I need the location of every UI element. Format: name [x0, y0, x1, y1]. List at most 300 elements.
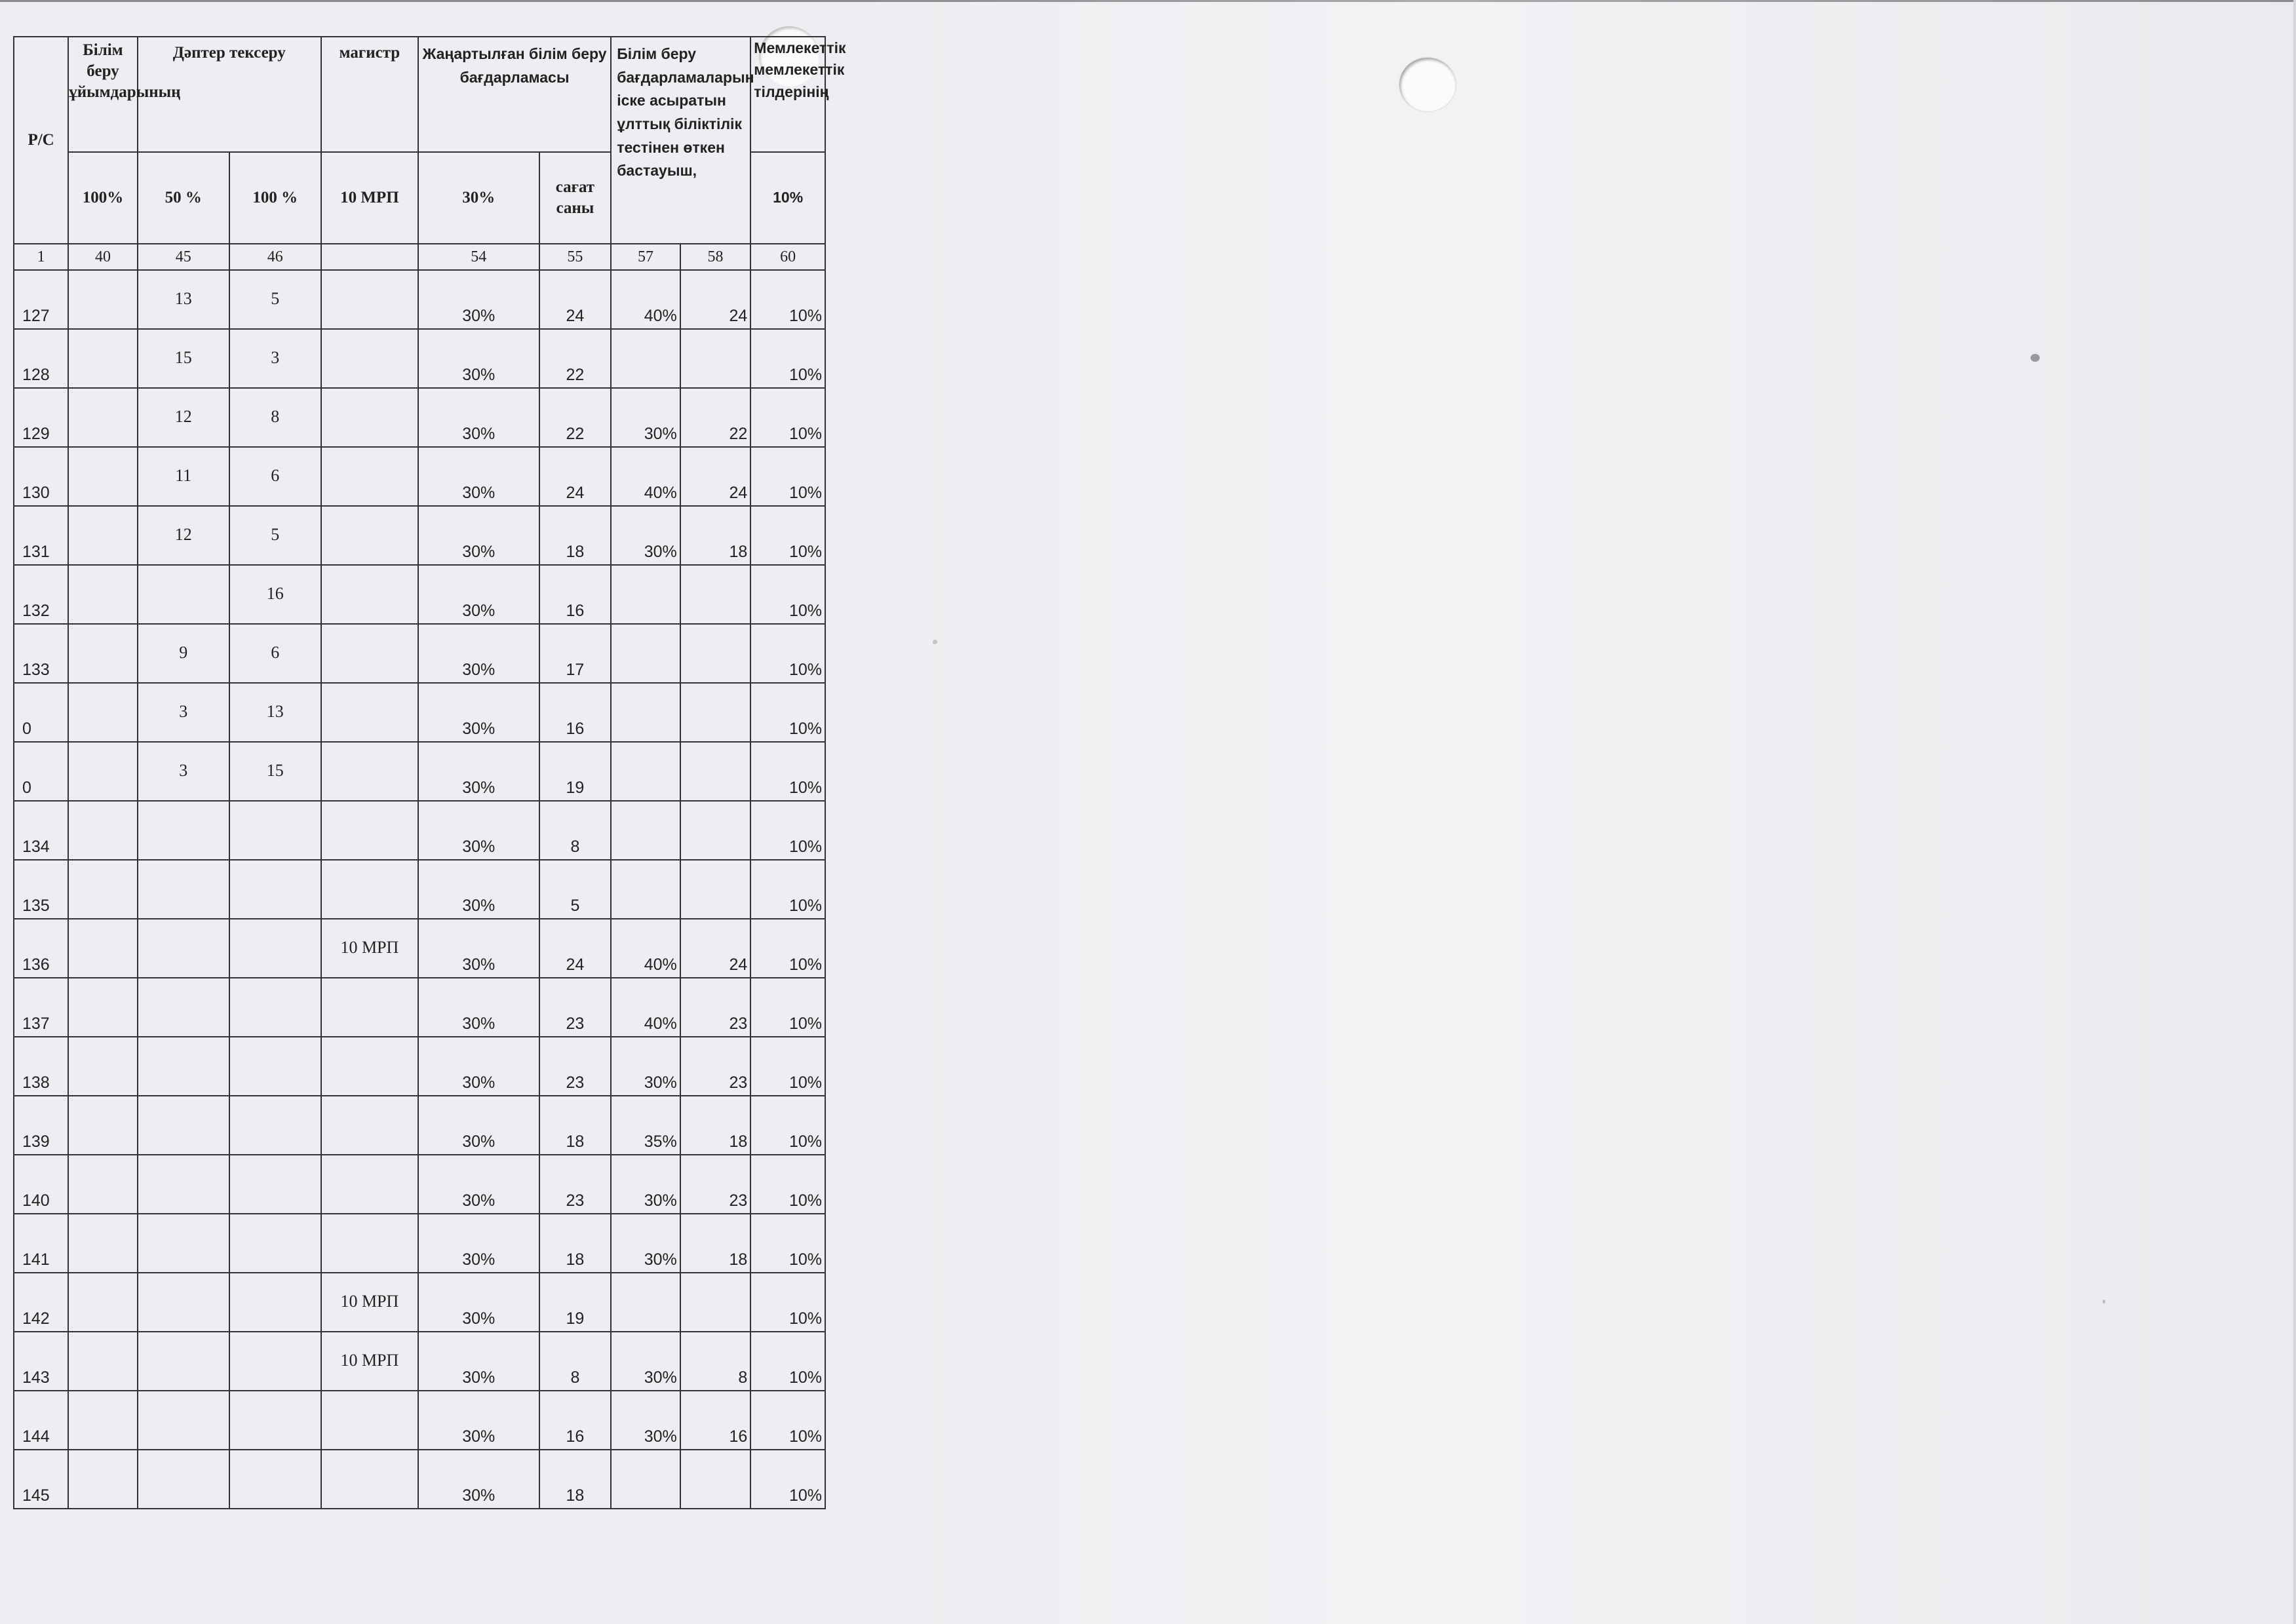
cell-updated-program: [418, 329, 539, 388]
cell-org: [68, 388, 138, 447]
table-row: [14, 978, 825, 1037]
cell-updated-program: [418, 388, 539, 447]
cell-hours-text: 24: [566, 956, 585, 974]
cell-state-language-text: 10%: [788, 543, 822, 561]
cell-state-language: [750, 388, 825, 447]
cell-hours-text: 24: [566, 307, 585, 325]
cell-notebook-100: [229, 329, 321, 388]
cell-state-language: [750, 1214, 825, 1273]
column-number: 46: [229, 244, 321, 270]
cell-master: [321, 1391, 418, 1450]
cell-updated-program: [418, 1214, 539, 1273]
cell-notebook-100: [229, 919, 321, 978]
cell-national-test-hours: [680, 1214, 751, 1273]
cell-state-language: [750, 801, 825, 860]
cell-pc: [14, 801, 68, 860]
cell-notebook-50-text: 11: [175, 466, 192, 485]
cell-national-test-hours: [680, 860, 751, 919]
cell-hours: [539, 329, 612, 388]
subheader-notebook-100-text: 100 %: [252, 189, 298, 206]
subheader-hours-text: сағат саны: [555, 178, 595, 217]
cell-state-language-text: 10%: [788, 425, 822, 443]
cell-notebook-50: [138, 506, 229, 565]
cell-pc: [14, 506, 68, 565]
cell-state-language-text: 10%: [788, 1486, 822, 1505]
cell-hours: [539, 1096, 612, 1155]
column-number: 40: [68, 244, 138, 270]
cell-hours: [539, 624, 612, 683]
cell-national-test: [611, 683, 680, 742]
header-updated-program-text: Жаңартылған білім беру бағдарламасы: [422, 45, 607, 86]
column-number: 58: [680, 244, 751, 270]
cell-pc-text: 127: [22, 307, 50, 325]
cell-notebook-100: [229, 860, 321, 919]
header-org-text: Білім беру ұйымдарының: [69, 41, 181, 101]
cell-org: [68, 1332, 138, 1391]
cell-notebook-100-text: 5: [271, 289, 280, 308]
punch-hole: [1399, 58, 1456, 111]
cell-national-test-hours-text: 24: [729, 307, 748, 325]
subheader-updated-30-text: 30%: [462, 189, 496, 206]
cell-national-test: [611, 1332, 680, 1391]
cell-org: [68, 1214, 138, 1273]
cell-master-text: 10 МРП: [340, 1292, 399, 1311]
cell-notebook-50: [138, 1155, 229, 1214]
cell-national-test-hours: [680, 1155, 751, 1214]
cell-pc: [14, 388, 68, 447]
cell-org: [68, 1450, 138, 1509]
cell-national-test-hours: [680, 1450, 751, 1509]
cell-state-language-text: 10%: [788, 366, 822, 384]
cell-updated-program-text: 30%: [462, 1250, 496, 1269]
cell-pc-text: 138: [22, 1073, 50, 1092]
cell-national-test: [611, 624, 680, 683]
cell-national-test-text: 30%: [644, 543, 677, 561]
table-row: [14, 329, 825, 388]
cell-national-test: [611, 1214, 680, 1273]
cell-national-test-hours: [680, 801, 751, 860]
cell-pc-text: 129: [22, 425, 50, 443]
cell-hours: [539, 1155, 612, 1214]
cell-national-test-text: 30%: [644, 1368, 677, 1387]
cell-org: [68, 270, 138, 329]
cell-pc: [14, 1096, 68, 1155]
cell-org: [68, 919, 138, 978]
subheader-notebook-100: [229, 152, 321, 244]
cell-pc: [14, 683, 68, 742]
cell-updated-program: [418, 447, 539, 506]
cell-master: [321, 919, 418, 978]
cell-pc-text: 136: [22, 956, 50, 974]
cell-hours-text: 18: [566, 543, 585, 561]
cell-state-language: [750, 270, 825, 329]
cell-hours-text: 18: [566, 1486, 585, 1505]
cell-national-test-hours: [680, 270, 751, 329]
cell-hours: [539, 742, 612, 801]
cell-state-language: [750, 683, 825, 742]
cell-hours-text: 17: [566, 661, 585, 679]
cell-updated-program-text: 30%: [462, 897, 496, 915]
cell-updated-program: [418, 1450, 539, 1509]
cell-hours-text: 16: [566, 720, 585, 738]
cell-updated-program: [418, 270, 539, 329]
cell-master: [321, 1037, 418, 1096]
cell-state-language-text: 10%: [788, 661, 822, 679]
cell-pc-text: 131: [22, 543, 50, 561]
cell-notebook-50: [138, 1214, 229, 1273]
header-state-text: Мемлекеттік мемлекеттік тілдерінің: [754, 39, 846, 100]
cell-state-language: [750, 624, 825, 683]
subheader-master: [321, 152, 418, 244]
cell-national-test-text: 30%: [644, 1250, 677, 1269]
table-row: [14, 1214, 825, 1273]
cell-updated-program-text: 30%: [462, 543, 496, 561]
cell-notebook-100: [229, 447, 321, 506]
cell-state-language-text: 10%: [788, 1250, 822, 1269]
cell-state-language-text: 10%: [788, 838, 822, 856]
cell-national-test-hours: [680, 447, 751, 506]
cell-hours: [539, 860, 612, 919]
cell-org: [68, 801, 138, 860]
cell-state-language-text: 10%: [788, 1191, 822, 1210]
cell-pc: [14, 329, 68, 388]
cell-hours: [539, 388, 612, 447]
cell-hours: [539, 683, 612, 742]
table-row: [14, 1155, 825, 1214]
cell-notebook-100: [229, 742, 321, 801]
cell-pc: [14, 1037, 68, 1096]
cell-notebook-100: [229, 624, 321, 683]
column-number: 45: [138, 244, 229, 270]
cell-notebook-50: [138, 1450, 229, 1509]
cell-notebook-100: [229, 1450, 321, 1509]
subheader-state-text: 10%: [773, 189, 804, 206]
cell-state-language-text: 10%: [788, 897, 822, 915]
cell-national-test-hours: [680, 624, 751, 683]
cell-updated-program-text: 30%: [462, 720, 496, 738]
cell-notebook-50-text: 15: [174, 348, 192, 367]
cell-updated-program: [418, 624, 539, 683]
cell-pc-text: 142: [22, 1309, 50, 1328]
cell-national-test-hours-text: 23: [729, 1015, 748, 1033]
cell-hours-text: 19: [566, 779, 585, 797]
cell-updated-program: [418, 801, 539, 860]
table-row: [14, 860, 825, 919]
cell-updated-program: [418, 742, 539, 801]
cell-pc-text: 143: [22, 1368, 50, 1387]
cell-org: [68, 1273, 138, 1332]
cell-master: [321, 1273, 418, 1332]
cell-master: [321, 801, 418, 860]
cell-org: [68, 506, 138, 565]
cell-notebook-100: [229, 565, 321, 624]
cell-state-language-text: 10%: [788, 779, 822, 797]
cell-national-test-hours: [680, 329, 751, 388]
column-number: [321, 244, 418, 270]
cell-national-test: [611, 860, 680, 919]
table-row: [14, 801, 825, 860]
cell-national-test-hours: [680, 565, 751, 624]
header-pc-text: Р/С: [28, 131, 54, 149]
cell-updated-program-text: 30%: [462, 484, 496, 502]
table-row: [14, 1037, 825, 1096]
cell-notebook-100: [229, 1332, 321, 1391]
cell-updated-program: [418, 683, 539, 742]
cell-pc-text: 145: [22, 1486, 50, 1505]
cell-notebook-50: [138, 978, 229, 1037]
cell-master: [321, 1450, 418, 1509]
cell-pc-text: 144: [22, 1427, 50, 1446]
cell-notebook-50: [138, 1037, 229, 1096]
cell-national-test: [611, 1096, 680, 1155]
column-number: 54: [418, 244, 539, 270]
subheader-state: [750, 152, 825, 244]
cell-notebook-100: [229, 506, 321, 565]
header-notebook-text: Дәптер тексеру: [172, 44, 286, 62]
header-pc: [14, 37, 68, 244]
cell-national-test-hours: [680, 1332, 751, 1391]
cell-national-test: [611, 801, 680, 860]
cell-master: [321, 506, 418, 565]
subheader-updated-30: [418, 152, 539, 244]
cell-updated-program-text: 30%: [462, 366, 496, 384]
cell-pc: [14, 978, 68, 1037]
cell-pc-text: 0: [22, 720, 31, 738]
cell-pc-text: 0: [22, 779, 31, 797]
table-row: [14, 919, 825, 978]
scan-speck: [2031, 354, 2040, 362]
cell-national-test-text: 40%: [644, 1015, 677, 1033]
cell-master: [321, 1155, 418, 1214]
table-row: [14, 683, 825, 742]
cell-master: [321, 860, 418, 919]
cell-state-language: [750, 1096, 825, 1155]
cell-state-language-text: 10%: [788, 484, 822, 502]
cell-notebook-100: [229, 683, 321, 742]
subheader-hours: [539, 152, 612, 244]
cell-hours-text: 22: [566, 366, 585, 384]
column-number: 60: [750, 244, 825, 270]
cell-notebook-100-text: 3: [271, 348, 280, 367]
cell-master: [321, 683, 418, 742]
cell-state-language: [750, 860, 825, 919]
cell-hours-text: 23: [566, 1015, 585, 1033]
scan-speck: [2103, 1300, 2105, 1304]
cell-notebook-50: [138, 919, 229, 978]
subheader-master-text: 10 МРП: [340, 189, 399, 206]
cell-notebook-100-text: 15: [266, 761, 284, 780]
cell-state-language: [750, 506, 825, 565]
cell-master: [321, 270, 418, 329]
cell-updated-program-text: 30%: [462, 602, 496, 620]
cell-updated-program-text: 30%: [462, 425, 496, 443]
cell-national-test-hours: [680, 919, 751, 978]
cell-hours-text: 19: [566, 1309, 585, 1328]
cell-national-test: [611, 742, 680, 801]
cell-hours: [539, 1391, 612, 1450]
cell-updated-program: [418, 978, 539, 1037]
cell-notebook-50: [138, 388, 229, 447]
cell-national-test: [611, 270, 680, 329]
cell-org: [68, 683, 138, 742]
cell-notebook-100: [229, 1155, 321, 1214]
cell-national-test-hours-text: 18: [729, 1250, 748, 1269]
cell-hours-text: 8: [570, 1368, 580, 1387]
cell-hours-text: 24: [566, 484, 585, 502]
cell-notebook-100: [229, 801, 321, 860]
header-org: [68, 37, 181, 152]
header-master-text: магистр: [339, 44, 400, 62]
cell-hours: [539, 978, 612, 1037]
cell-notebook-100: [229, 978, 321, 1037]
cell-notebook-50: [138, 565, 229, 624]
column-number: 55: [539, 244, 612, 270]
cell-hours-text: 18: [566, 1132, 585, 1151]
cell-national-test-hours-text: 24: [729, 956, 748, 974]
table-row: [14, 1273, 825, 1332]
cell-updated-program-text: 30%: [462, 1191, 496, 1210]
cell-state-language-text: 10%: [788, 1132, 822, 1151]
cell-master: [321, 1096, 418, 1155]
cell-hours: [539, 1273, 612, 1332]
cell-hours-text: 16: [566, 1427, 585, 1446]
table-row: [14, 742, 825, 801]
cell-notebook-50: [138, 1096, 229, 1155]
cell-notebook-50: [138, 447, 229, 506]
cell-hours-text: 18: [566, 1250, 585, 1269]
cell-national-test-text: 40%: [644, 484, 677, 502]
cell-notebook-50-text: 3: [179, 702, 188, 721]
cell-pc-text: 132: [22, 602, 50, 620]
cell-notebook-100: [229, 388, 321, 447]
cell-national-test-hours: [680, 1391, 751, 1450]
cell-national-test: [611, 1450, 680, 1509]
cell-national-test-hours-text: 22: [729, 425, 748, 443]
cell-pc: [14, 565, 68, 624]
header-row-1: [14, 37, 825, 152]
cell-updated-program: [418, 1273, 539, 1332]
cell-notebook-50-text: 3: [179, 761, 188, 780]
cell-notebook-50-text: 9: [179, 643, 188, 662]
cell-master: [321, 388, 418, 447]
cell-master: [321, 329, 418, 388]
cell-hours-text: 16: [566, 602, 585, 620]
cell-notebook-100: [229, 1273, 321, 1332]
cell-master: [321, 565, 418, 624]
cell-pc: [14, 1450, 68, 1509]
cell-notebook-50: [138, 1273, 229, 1332]
cell-updated-program-text: 30%: [462, 779, 496, 797]
cell-national-test: [611, 1391, 680, 1450]
header-notebook: [138, 37, 321, 152]
table-row: [14, 506, 825, 565]
cell-hours-text: 23: [566, 1191, 585, 1210]
cell-national-test-hours: [680, 1037, 751, 1096]
column-number-row: [14, 244, 825, 270]
table-row: [14, 1450, 825, 1509]
cell-national-test-hours: [680, 742, 751, 801]
cell-notebook-100: [229, 1096, 321, 1155]
subheader-org-text: 100%: [82, 189, 124, 206]
cell-org: [68, 860, 138, 919]
table-row: [14, 624, 825, 683]
cell-notebook-100-text: 6: [271, 643, 280, 662]
cell-hours: [539, 1037, 612, 1096]
cell-org: [68, 978, 138, 1037]
cell-hours-text: 5: [570, 897, 580, 915]
cell-pc: [14, 1155, 68, 1214]
cell-national-test-text: 40%: [644, 307, 677, 325]
cell-national-test-hours-text: 16: [729, 1427, 748, 1446]
cell-national-test: [611, 978, 680, 1037]
cell-state-language: [750, 978, 825, 1037]
cell-state-language: [750, 919, 825, 978]
cell-national-test-text: 40%: [644, 956, 677, 974]
cell-updated-program: [418, 1037, 539, 1096]
cell-org: [68, 742, 138, 801]
cell-national-test: [611, 919, 680, 978]
cell-state-language-text: 10%: [788, 720, 822, 738]
cell-updated-program-text: 30%: [462, 838, 496, 856]
cell-state-language: [750, 329, 825, 388]
cell-updated-program: [418, 1391, 539, 1450]
cell-org: [68, 1096, 138, 1155]
cell-state-language-text: 10%: [788, 307, 822, 325]
cell-updated-program-text: 30%: [462, 956, 496, 974]
cell-notebook-100-text: 8: [271, 407, 280, 426]
cell-hours: [539, 447, 612, 506]
scan-speck: [933, 640, 937, 644]
cell-pc-text: 141: [22, 1250, 50, 1269]
subheader-notebook-50: [138, 152, 229, 244]
cell-org: [68, 447, 138, 506]
cell-updated-program-text: 30%: [462, 1015, 496, 1033]
cell-updated-program: [418, 860, 539, 919]
cell-pc: [14, 919, 68, 978]
cell-hours: [539, 270, 612, 329]
cell-national-test: [611, 388, 680, 447]
cell-state-language: [750, 742, 825, 801]
cell-state-language: [750, 1037, 825, 1096]
cell-hours-text: 23: [566, 1073, 585, 1092]
cell-hours: [539, 1214, 612, 1273]
cell-updated-program-text: 30%: [462, 307, 496, 325]
cell-pc-text: 140: [22, 1191, 50, 1210]
cell-pc: [14, 1273, 68, 1332]
header-master: [321, 37, 418, 152]
cell-master-text: 10 МРП: [340, 1351, 399, 1370]
cell-pc: [14, 447, 68, 506]
cell-national-test-hours-text: 18: [729, 543, 748, 561]
cell-pc-text: 133: [22, 661, 50, 679]
cell-state-language: [750, 1450, 825, 1509]
cell-national-test-hours: [680, 388, 751, 447]
cell-hours-text: 22: [566, 425, 585, 443]
cell-state-language: [750, 565, 825, 624]
cell-notebook-100: [229, 1037, 321, 1096]
cell-notebook-50: [138, 801, 229, 860]
cell-state-language-text: 10%: [788, 1309, 822, 1328]
cell-national-test-text: 30%: [644, 1427, 677, 1446]
cell-pc-text: 130: [22, 484, 50, 502]
cell-updated-program-text: 30%: [462, 1368, 496, 1387]
cell-pc: [14, 860, 68, 919]
cell-notebook-50: [138, 742, 229, 801]
cell-pc: [14, 1214, 68, 1273]
cell-updated-program: [418, 506, 539, 565]
cell-notebook-50-text: 13: [174, 289, 192, 308]
cell-updated-program-text: 30%: [462, 661, 496, 679]
